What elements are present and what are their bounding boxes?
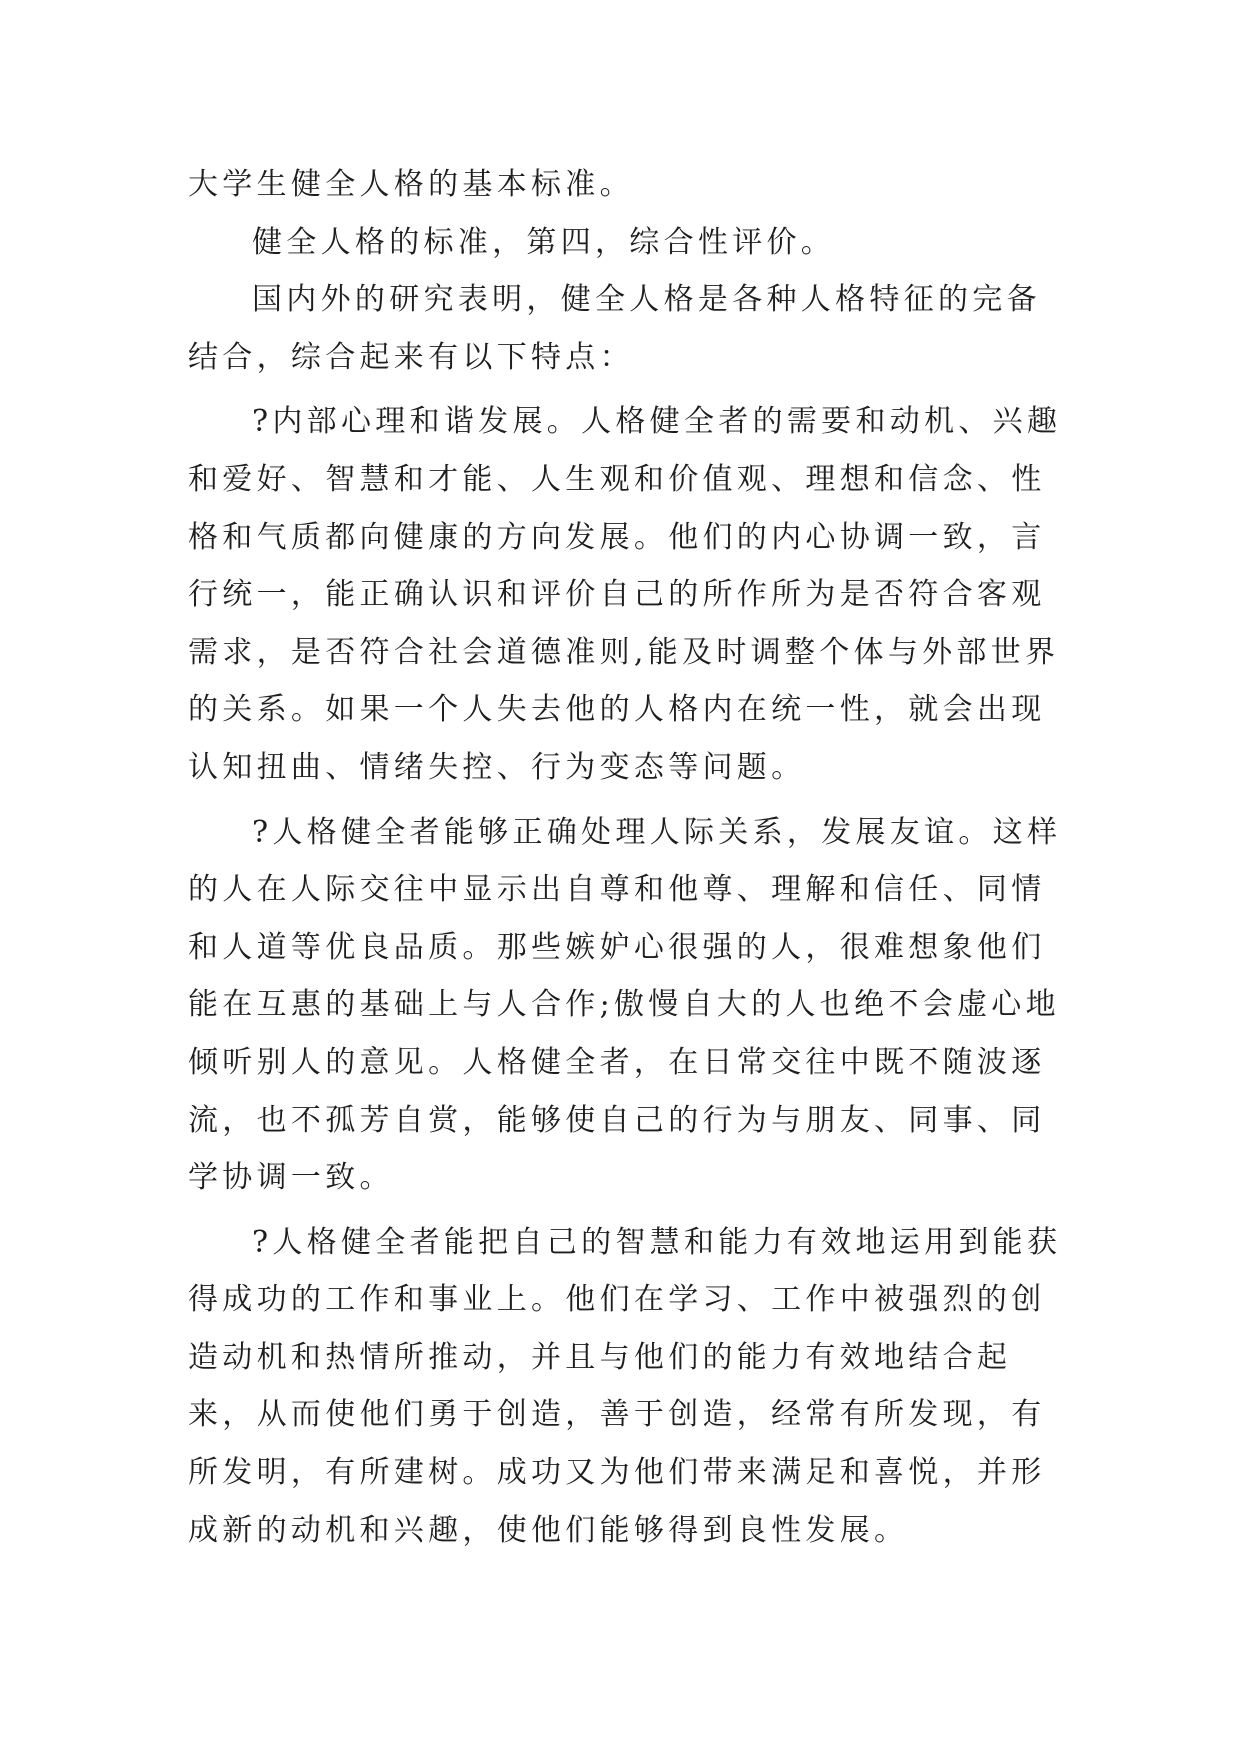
document-body bbox=[188, 156, 1063, 1559]
paragraph-section-heading: 健全人格的标准，第四，综合性评价。 bbox=[252, 224, 836, 260]
paragraph-intro: 国内外的研究表明，健全人格是各种人格特征的完备结合，综合起来有以下特点： bbox=[188, 282, 1041, 375]
paragraph-continuation: 大学生健全人格的基本标准。 bbox=[188, 167, 634, 202]
paragraph-point-2: ?人格健全者能够正确处理人际关系，发展友谊。这样的人在人际交往中显示出自尊和他尊、理解和信任、同情和人道等优良品质。那些嫉妒心很强的人，很难想象他们能在互惠的基础上与人合作;傲慢自大的人也绝不会虚心地倾听别人的意见。人格健全者，在日常交往中既不随波逐流，也不孤芳自赏，能够使自己的行为与朋友、同事、同学协调一致。 bbox=[188, 814, 1062, 1196]
paragraph-point-3: ?人格健全者能把自己的智慧和能力有效地运用到能获得成功的工作和事业上。他们在学习、工作中被强烈的创造动机和热情所推动，并且与他们的能力有效地结合起来，从而使他们勇于创造，善于创造，经常有所发现，有所发明，有所建树。成功又为他们带来满足和喜悦，并形成新的动机和兴趣，使他们能够得到良性发展。 bbox=[188, 1224, 1062, 1548]
paragraph-point-1: ?内部心理和谐发展。人格健全者的需要和动机、兴趣和爱好、智慧和才能、人生观和价值观、理想和信念、性格和气质都向健康的方向发展。他们的内心协调一致，言行统一，能正确认识和评价自己的所作所为是否符合客观需求，是否符合社会道德准则,能及时调整个体与外部世界的关系。如果一个人失去他的人格内在统一性，就会出现认知扭曲、情绪失控、行为变态等问题。 bbox=[188, 404, 1062, 785]
